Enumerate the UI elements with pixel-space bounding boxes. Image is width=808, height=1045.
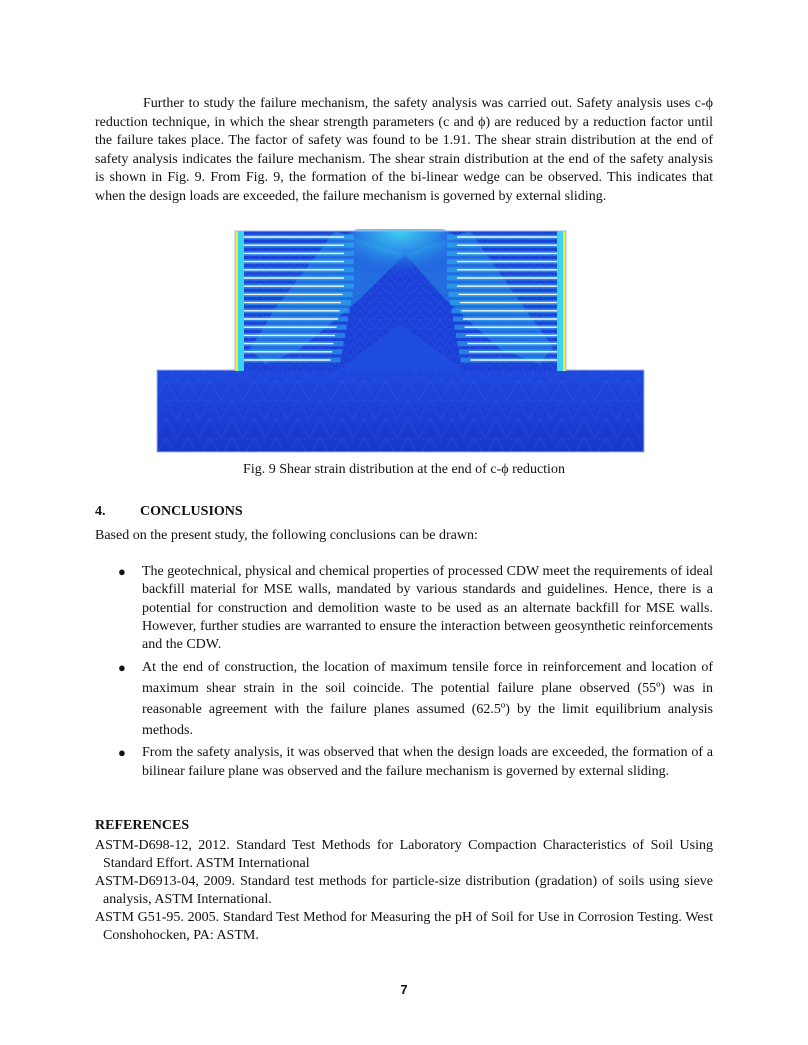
references-list: [95, 837, 713, 946]
shear-strain-figure: [155, 229, 646, 455]
conclusion-item: [95, 657, 713, 741]
reference-item: ASTM-D698-12, 2012. Standard Test Methods for Laboratory Compaction Characteristics of Soil Using Standard Effort. ASTM International: [95, 838, 713, 871]
section-title: CONCLUSIONS: [140, 504, 243, 519]
page-number: 7: [400, 982, 408, 997]
shear-strain-contour-plot: [155, 229, 646, 455]
reference-item: ASTM-D6913-04, 2009. Standard test methods for particle-size distribution (gradation) of soils using sieve analysis, ASTM International.: [95, 874, 713, 907]
section-heading-conclusions: [95, 504, 243, 520]
body-paragraph: Further to study the failure mechanism, the safety analysis was carried out. Safety analysis uses c-ϕ reduction technique, in which the shear strength parameters (c and ϕ) are reduced by a reduction factor until the failure takes place. The factor of safety was found to be 1.91. The shear strain distribution at the end of safety analysis indicates the failure mechanism. The shear strain distribution at the end of the safety analysis is shown in Fig. 9. From Fig. 9, the formation of the bi-linear wedge can be observed. This indicates that when the design loads are exceeded, the failure mechanism is governed by external sliding.: [95, 96, 713, 204]
bullet-icon: ●: [118, 660, 126, 676]
conclusion-item: [95, 744, 713, 781]
conclusion-text: At the end of construction, the location of maximum tensile force in reinforcement and location of maximum shear strain in the soil coincide. The potential failure plane observed (55º) was in reasonable agreement with the failure planes assumed (62.5º) by the limit equilibrium analysis methods.: [142, 660, 713, 739]
conclusions-list: [95, 563, 713, 784]
conclusions-intro: Based on the present study, the following conclusions can be drawn:: [95, 528, 478, 543]
bullet-icon: ●: [118, 564, 126, 579]
conclusion-item: [95, 563, 713, 654]
figure-caption: Fig. 9 Shear strain distribution at the end of c-ϕ reduction: [243, 462, 565, 477]
conclusion-text: The geotechnical, physical and chemical properties of processed CDW meet the requirements of ideal backfill material for MSE walls, mandated by various standards and guidelines. Hence, there is a potential for construction and demolition waste to be used as an alternate backfill for MSE walls. However, further studies are warranted to ensure the interaction between geosynthetic reinforcements and the CDW.: [142, 564, 713, 653]
reference-item: ASTM G51-95. 2005. Standard Test Method for Measuring the pH of Soil for Use in Corrosion Testing. West Conshohocken, PA: ASTM.: [95, 910, 713, 943]
section-number: 4.: [95, 504, 106, 519]
bullet-icon: ●: [118, 745, 126, 761]
references-heading: REFERENCES: [95, 818, 190, 833]
foundation-mesh: [157, 370, 644, 452]
conclusion-text: From the safety analysis, it was observed that when the design loads are exceeded, the formation of a bilinear failure plane was observed and the failure mechanism is governed by external sliding.: [142, 745, 713, 779]
